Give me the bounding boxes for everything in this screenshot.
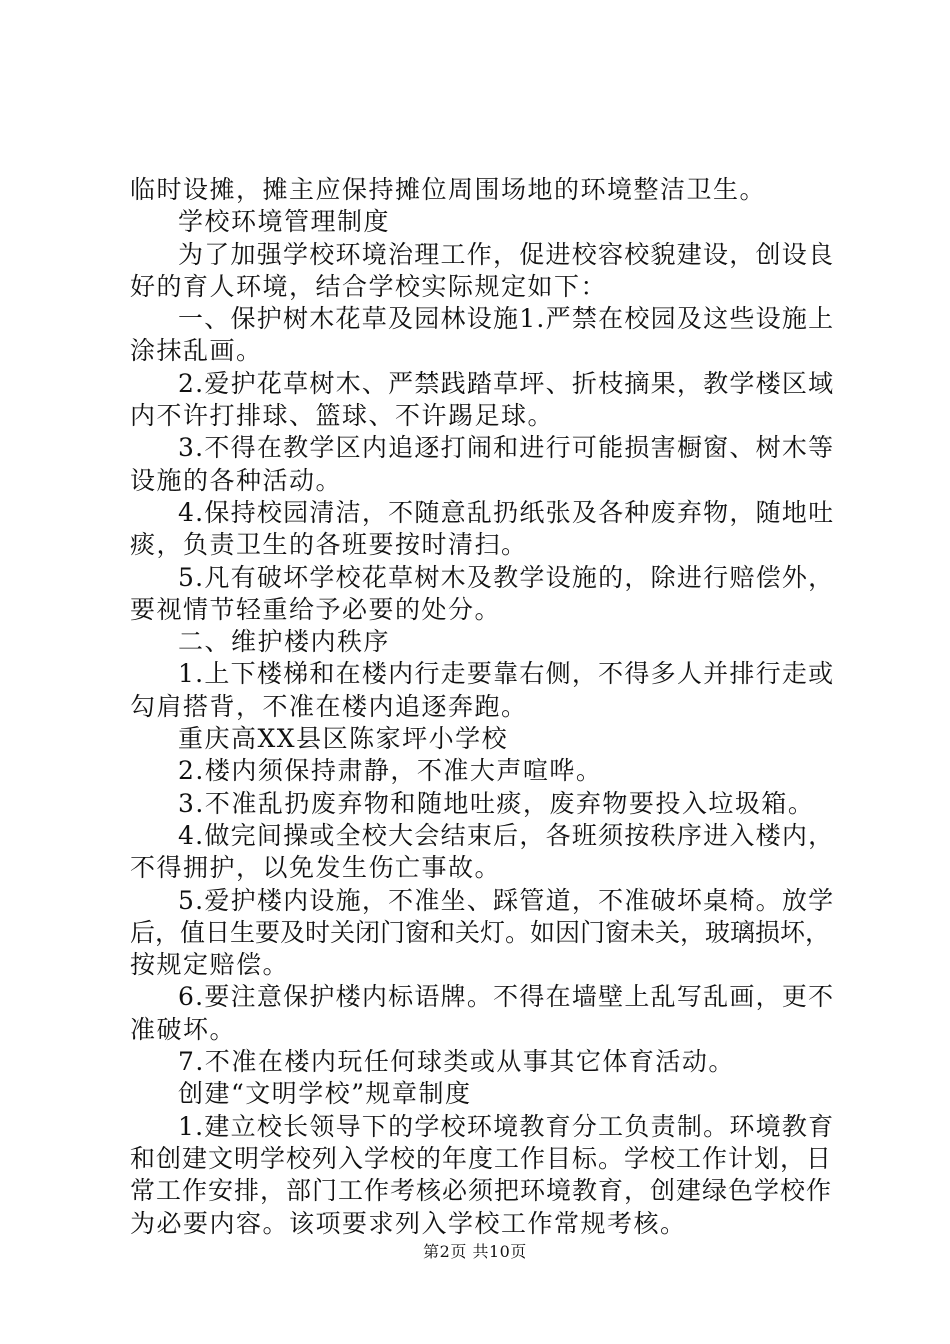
text-line: 2.楼内须保持肃静，不准大声喧哗。 (178, 756, 603, 786)
text-line: 3.不准乱扔废弃物和随地吐痰，废弃物要投入垃圾箱。 (178, 788, 815, 818)
text-line: 按规定赔偿。 (130, 950, 290, 980)
text-line: 痰，负责卫生的各班要按时清扫。 (130, 530, 528, 560)
text-line: 勾肩搭背，不准在楼内追逐奔跑。 (130, 691, 528, 721)
text-line: 为必要内容。该项要求列入学校工作常规考核。 (130, 1208, 687, 1238)
text-line: 5.凡有破坏学校花草树木及教学设施的，除进行赔偿外， (178, 562, 835, 592)
document-body (130, 174, 835, 1240)
text-line: 和创建文明学校列入学校的年度工作目标。学校工作计划，日 (130, 1143, 833, 1173)
text-line: 4.保持校园清洁，不随意乱扔纸张及各种废弃物，随地吐 (178, 497, 835, 527)
text-line: 准破坏。 (130, 1014, 237, 1044)
text-line: 重庆高XX县区陈家坪小学校 (178, 724, 509, 754)
text-line: 6.要注意保护楼内标语牌。不得在墙壁上乱写乱画，更不 (178, 982, 835, 1012)
text-line: 涂抹乱画。 (130, 336, 263, 366)
text-line: 不得拥护，以免发生伤亡事故。 (130, 853, 502, 883)
text-line: 7.不准在楼内玩任何球类或从事其它体育活动。 (178, 1047, 735, 1077)
text-line: 一、保护树木花草及园林设施1.严禁在校园及这些设施上 (178, 304, 835, 334)
text-line: 为了加强学校环境治理工作，促进校容校貌建设，创设良 (178, 239, 835, 269)
text-line: 2.爱护花草树木、严禁践踏草坪、折枝摘果，教学楼区域 (178, 368, 835, 398)
text-line: 设施的各种活动。 (130, 465, 343, 495)
text-line: 常工作安排，部门工作考核必须把环境教育，创建绿色学校作 (130, 1176, 833, 1206)
text-line: 1.建立校长领导下的学校环境教育分工负责制。环境教育 (178, 1111, 835, 1141)
text-line: 后，值日生要及时关闭门窗和关灯。如因门窗未关，玻璃损坏， (130, 917, 831, 947)
text-line: 5.爱护楼内设施，不准坐、踩管道，不准破坏桌椅。放学 (178, 885, 835, 915)
text-line: 要视情节轻重给予必要的处分。 (130, 594, 502, 624)
text-line: 创建“文明学校”规章制度 (178, 1079, 472, 1109)
text-line: 好的育人环境，结合学校实际规定如下： (130, 271, 608, 301)
page-footer: 第2页 共10页 (423, 1242, 527, 1261)
text-line: 4.做完间操或全校大会结束后，各班须按秩序进入楼内， (178, 820, 835, 850)
text-line: 二、维护楼内秩序 (178, 627, 391, 657)
text-line: 临时设摊，摊主应保持摊位周围场地的环境整洁卫生。 (130, 175, 767, 204)
text-line: 3.不得在教学区内追逐打闹和进行可能损害橱窗、树木等 (178, 433, 835, 463)
text-line: 1.上下楼梯和在楼内行走要靠右侧，不得多人并排行走或 (178, 659, 835, 689)
text-line: 学校环境管理制度 (178, 207, 391, 237)
text-line: 内不许打排球、篮球、不许踢足球。 (130, 401, 555, 431)
